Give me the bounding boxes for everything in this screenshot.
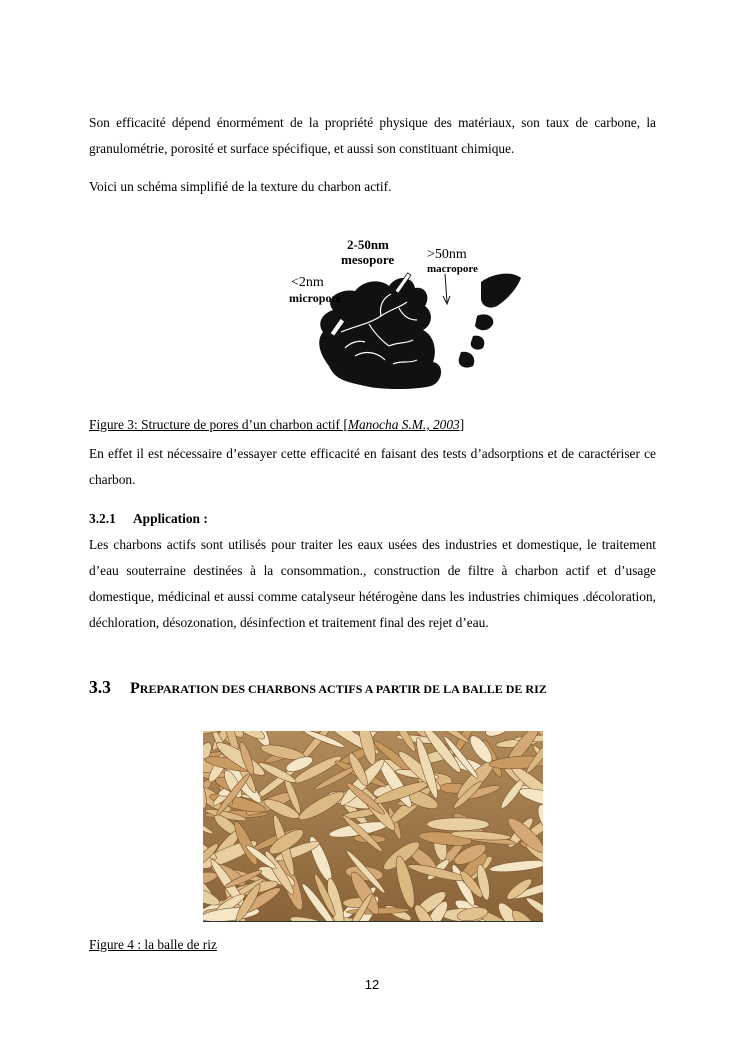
section-title-rest: REPARATION DES CHARBONS ACTIFS A PARTIR DE LA BALLE DE RIZ (139, 682, 547, 696)
section-number: 3.2.1 (89, 511, 116, 526)
macro-name-label: macropore (427, 263, 478, 275)
paragraph-schema-intro: Voici un schéma simplifié de la texture du charbon actif. (89, 179, 392, 194)
paragraph-applications: Les charbons actifs sont utilisés pour traiter les eaux usées des industries et domestique, le traitement d’eau souterraine destinées à la consommation., construction de filtre à charbon actif et d’usage domestique, médicinal et aussi comme catalyseur hétérogène dans les industries chimiques .décoloration, déchloration, désozonation, désinfection et traitement final des rejet d’eau. (89, 537, 656, 630)
section-title: Application : (133, 511, 208, 526)
figure3-caption-end: ] (459, 417, 465, 432)
macro-size-label: >50nm (427, 247, 467, 262)
section-number: 3.3 (89, 677, 111, 697)
meso-size-label: 2-50nm (347, 237, 389, 252)
figure4-caption: Figure 4 : la balle de riz (89, 937, 217, 952)
figure3-caption-reference: Manocha S.M., 2003 (347, 417, 460, 432)
section-title-initial: P (130, 680, 140, 697)
section-heading-3-3 (89, 677, 547, 698)
figure-pore-structure (285, 236, 525, 392)
figure3-caption-text: Figure 3: Structure de pores d’un charbon actif [ (89, 417, 348, 432)
figure3-caption (89, 416, 464, 434)
figure-rice-husk-photo (203, 731, 543, 922)
rice-husk-image (203, 731, 543, 921)
paragraph-efficiency: Son efficacité dépend énormément de la propriété physique des matériaux, son taux de carbone, la granulométrie, porosité et surface spécifique, et aussi son constituant chimique. (89, 115, 656, 156)
fragment-1 (481, 274, 521, 308)
pore-structure-diagram (285, 236, 525, 392)
meso-name-label: mesopore (341, 252, 395, 267)
micro-name-label: micropore (289, 291, 342, 305)
section-heading-3-2-1 (89, 511, 208, 527)
paragraph-test-adsorption: En effet il est nécessaire d’essayer cette efficacité en faisant des tests d’adsorptions et de caractériser ce charbon. (89, 446, 656, 487)
fragment-4 (459, 352, 475, 368)
rice-husk-grain (427, 818, 489, 831)
micro-size-label: <2nm (291, 275, 324, 290)
fragment-2 (475, 314, 493, 330)
page-number: 12 (364, 977, 380, 992)
fragment-3 (471, 336, 485, 350)
